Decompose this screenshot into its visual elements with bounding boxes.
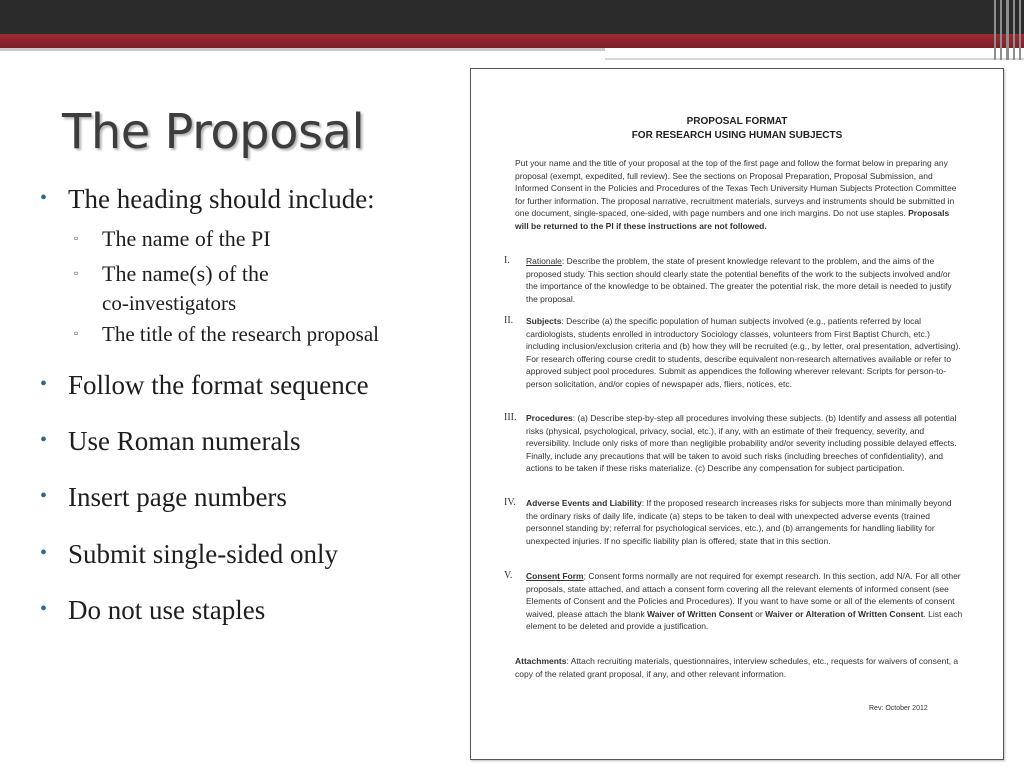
roman-numeral-1: I.	[504, 255, 510, 266]
doc-attachments-paragraph	[515, 655, 963, 680]
section-heading: Procedures	[526, 413, 573, 423]
sub-bullet-continuation: co-investigators	[102, 291, 237, 315]
section-text: : Describe (a) the specific population of human subjects involved (e.g., patients referred by local cardiologists, students enrolled in introductory Sociology classes, volunteers from First Baptist Church, etc.) including inclusion/exclusion criteria and (b) how they will be recruited (e.g., by letter, oral presentation, advertising). For research offering course credit to students, describe equivalent non-research alternatives available or refer to approved subject pool procedures. Submit as appendices the following wherever relevant: Scripts for person-to-person solicitation, and/or copies of newspaper ads, fliers, notices, etc.	[526, 316, 961, 389]
roman-numeral-4: IV.	[504, 497, 516, 508]
bullet-item	[40, 539, 338, 570]
sub-bullet-text: The name(s) of the	[102, 261, 269, 286]
section-heading: Rationale	[526, 256, 562, 266]
bullet-dot-icon: •	[40, 485, 48, 507]
attachments-heading: Attachments	[515, 656, 567, 666]
section-heading: Adverse Events and Liability	[526, 498, 642, 508]
sub-bullet-item	[74, 226, 271, 252]
proposal-format-document	[470, 68, 1004, 760]
header-divider-line	[0, 48, 605, 51]
bullet-text: Do not use staples	[68, 595, 266, 625]
sub-bullet-text: The name of the PI	[102, 226, 271, 251]
doc-section-procedures	[526, 412, 963, 475]
section-heading: Consent Form	[526, 571, 584, 581]
bullet-dot-icon: •	[40, 598, 48, 620]
doc-title-line1: PROPOSAL FORMAT	[686, 116, 788, 127]
waiver-bold-1: Waiver of Written Consent	[646, 608, 753, 619]
roman-numeral-5: V.	[504, 570, 513, 581]
bullet-item	[40, 482, 287, 513]
sub-bullet-item	[74, 261, 269, 287]
waiver-bold-2: Waiver or Alteration of Written Consent	[765, 608, 924, 619]
doc-revision-date: Rev: October 2012	[869, 705, 928, 712]
bullet-dot-icon: •	[40, 542, 48, 564]
bullet-item	[40, 370, 369, 401]
header-divider-line-right	[605, 58, 1024, 60]
square-bullet-icon: ▫	[74, 231, 79, 245]
top-red-bar	[0, 34, 1024, 48]
doc-section-rationale	[526, 255, 963, 305]
bullet-text: Use Roman numerals	[68, 426, 301, 456]
bullet-text: Follow the format sequence	[68, 370, 369, 400]
attachments-text: : Attach recruiting materials, questionnaires, interview schedules, etc., requests for waivers of consent, a copy of the related grant proposal, if any, and other relevant information.	[515, 656, 959, 679]
square-bullet-icon: ▫	[74, 266, 79, 280]
bullet-item	[40, 184, 375, 215]
section-text: ; Consent forms normally are not required for exempt research. In this section, add N/A. For all other proposals, state attached, and attach a consent form covering all the relevant elements of informed consent (see Elements of Consent and the Policies and Procedures). If you want to have some or all of the elements of consent waived, please attach the blank	[526, 571, 961, 619]
doc-title-line2: FOR RESEARCH USING HUMAN SUBJECTS	[631, 130, 843, 141]
doc-section-consent-form	[526, 570, 963, 633]
doc-intro-paragraph	[515, 157, 963, 233]
bullet-item	[40, 595, 265, 626]
section-text: : Describe the problem, the state of present knowledge relevant to the problem, and the aims of the proposed study. This section should clearly state the potential benefits of the work to the subjects involved and/or the importance of the knowledge to be obtained. The greater the potential risk, the more detail is needed to justify the proposal.	[526, 256, 952, 304]
bullet-dot-icon: •	[40, 429, 48, 451]
decor-stripe	[994, 0, 996, 60]
square-bullet-icon: ▫	[74, 326, 79, 340]
bullet-text: The heading should include:	[68, 184, 375, 214]
roman-numeral-3: III.	[504, 412, 517, 423]
decor-stripe	[1013, 0, 1015, 60]
section-text-mid: or	[752, 608, 766, 619]
section-text: : If the proposed research increases risks for subjects more than minimally beyond the ordinary risks of daily life, indicate (a) steps to be taken to deal with unexpected adverse events (trained personnel standing by; referral for psychological services, etc.), and (b) arrangements for handling liability for unexpected injuries. If no specific liability plan is offered, state that in this section.	[526, 498, 952, 546]
sub-bullet-text: The title of the research proposal	[102, 322, 379, 346]
bullet-dot-icon: •	[40, 187, 48, 209]
bullet-item	[40, 426, 300, 457]
bullet-text: Insert page numbers	[68, 482, 287, 512]
doc-section-adverse-events	[526, 497, 963, 547]
bullet-dot-icon: •	[40, 373, 48, 395]
slide-title: The Proposal	[62, 104, 365, 160]
doc-intro-text: Put your name and the title of your proposal at the top of the first page and follow the format below in preparing any proposal (exempt, expedited, full review). See the sections on Proposal Preparation, Proposal Submission, and Informed Consent in the Policies and Procedures of the Texas Tech University Human Subjects Protection Committee for further information. The proposal narrative, recruitment materials, surveys and instruments should be submitted in one document, single-spaced, one-sided, with page numbers and one inch margins. Do not use staples.	[515, 158, 957, 219]
decor-stripe	[1019, 0, 1021, 60]
doc-section-subjects	[526, 315, 963, 391]
doc-intro-bold: Proposals will be returned to the PI if these instructions are not followed.	[515, 208, 950, 231]
sub-bullet-item	[74, 322, 379, 347]
roman-numeral-2: II.	[504, 315, 514, 326]
section-text-tail: . List each element to be deleted and provide a justification.	[526, 608, 963, 632]
section-heading: Subjects	[526, 316, 562, 326]
bullet-text: Submit single-sided only	[68, 539, 338, 569]
decor-stripe	[1006, 0, 1009, 60]
top-dark-bar	[0, 0, 1024, 34]
decor-stripe	[1000, 0, 1002, 60]
section-text: : (a) Describe step-by-step all procedures involving these subjects. (b) Identify and assess all potential risks (physical, psychological, privacy, social, etc.), if any, with an estimate of their frequency, severity, and reversibility. Include only risks of more than negligible probability and/or severity including possible delayed effects. Finally, include any precautions that will be taken to avoid such risks (including breeches of confidentiality), and actions to be taken if these risks materialize. (c) Describe any compensation for subject participation.	[526, 413, 957, 474]
